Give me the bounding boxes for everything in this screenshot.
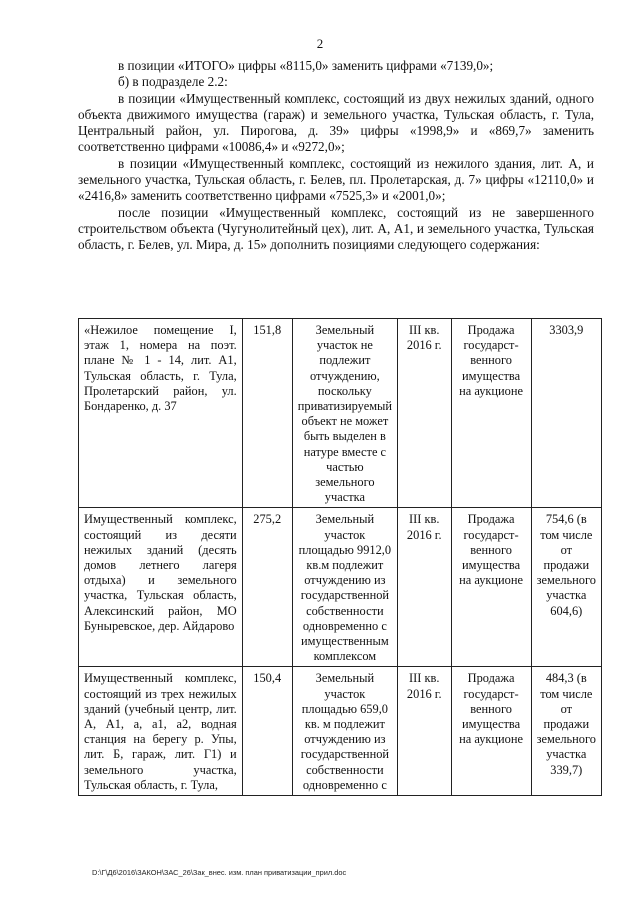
privatization-table xyxy=(78,318,602,796)
object-name-cell: Имущественный комплекс, состоящий из десяти нежилых зданий (десять домов летнего лагеря отдыха) и земельного участка, Тульская область, Алексинский район, МО Буныревское, дер. Айдарово xyxy=(79,508,243,667)
price-cell: 484,3 (в том числе от продажи земельного участка 339,7) xyxy=(531,667,601,796)
land-condition-cell: Земельный участок площадью 9912,0 кв.м подлежит отчуждению из государственной собственности одновременно с имущественным комплексом xyxy=(292,508,397,667)
term-cell: III кв. 2016 г. xyxy=(398,667,452,796)
land-condition-cell: Земельный участок не подлежит отчуждению, поскольку приватизируемый объект не может быть выделен в натуре вместе с частью земельного участка xyxy=(292,319,397,508)
paragraph-1: в позиции «ИТОГО» цифры «8115,0» заменить цифрами «7139,0»; xyxy=(118,58,494,73)
term-cell: III кв. 2016 г. xyxy=(398,319,452,508)
paragraph-3: в позиции «Имущественный комплекс, состоящий из двух нежилых зданий, одного объекта движимого имущества (гараж) и земельного участка, Тульская область, г. Тула, Центральный район, ул. Пирогова, д. 39» цифры «1998,9» и «869,7» заменить соответственно цифрами «10086,4» и «9272,0»; xyxy=(78,90,594,155)
land-condition-cell: Земельный участок площадью 659,0 кв. м подлежит отчуждению из государственной собственности одновременно с xyxy=(292,667,397,796)
object-name-cell: «Нежилое помещение I, этаж 1, номера на поэт. плане № 1 - 14, лит. А1, Тульская область, г. Тула, Пролетарский район, ул. Бондаренко, д. 37 xyxy=(79,319,243,508)
price-cell: 754,6 (в том числе от продажи земельного участка 604,6) xyxy=(531,508,601,667)
table-row xyxy=(79,667,602,796)
document-body xyxy=(78,58,594,254)
method-cell: Продажа государст-венного имущества на аукционе xyxy=(451,667,531,796)
area-cell: 151,8 xyxy=(242,319,292,508)
area-cell: 275,2 xyxy=(242,508,292,667)
file-path-footer: D:\Г\Д6\2016\ЗАКОН\ЗАС_26\Зак_внес. изм. план приватизации_прил.doc xyxy=(92,868,347,877)
object-name-cell: Имущественный комплекс, состоящий из трех нежилых зданий (учебный центр, лит. А, А1, а, а1, а2, водная станция на берегу р. Упы, лит. Б, гараж, лит. Г1) и земельного участка, Тульская область, г. Тула, xyxy=(79,667,243,796)
page-number: 2 xyxy=(316,36,324,51)
table-row xyxy=(79,508,602,667)
paragraph-4: в позиции «Имущественный комплекс, состоящий из нежилого здания, лит. А, и земельного участка, Тульская область, г. Белев, пл. Пролетарская, д. 7» цифры «12110,0» и «2416,8» заменить соответственно цифрами «7525,3» и «2001,0»; xyxy=(78,155,594,204)
paragraph-5: после позиции «Имущественный комплекс, состоящий из не завершенного строительством объекта (Чугунолитейный цех), лит. А, А1, и земельного участка, Тульская область, г. Белев, ул. Мира, д. 15» дополнить позициями следующего содержания: xyxy=(78,204,594,253)
area-cell: 150,4 xyxy=(242,667,292,796)
method-cell: Продажа государст-венного имущества на аукционе xyxy=(451,319,531,508)
term-cell: III кв. 2016 г. xyxy=(398,508,452,667)
method-cell: Продажа государст-венного имущества на аукционе xyxy=(451,508,531,667)
price-cell: 3303,9 xyxy=(531,319,601,508)
table-row xyxy=(79,319,602,508)
paragraph-2: б) в подразделе 2.2: xyxy=(118,74,228,90)
